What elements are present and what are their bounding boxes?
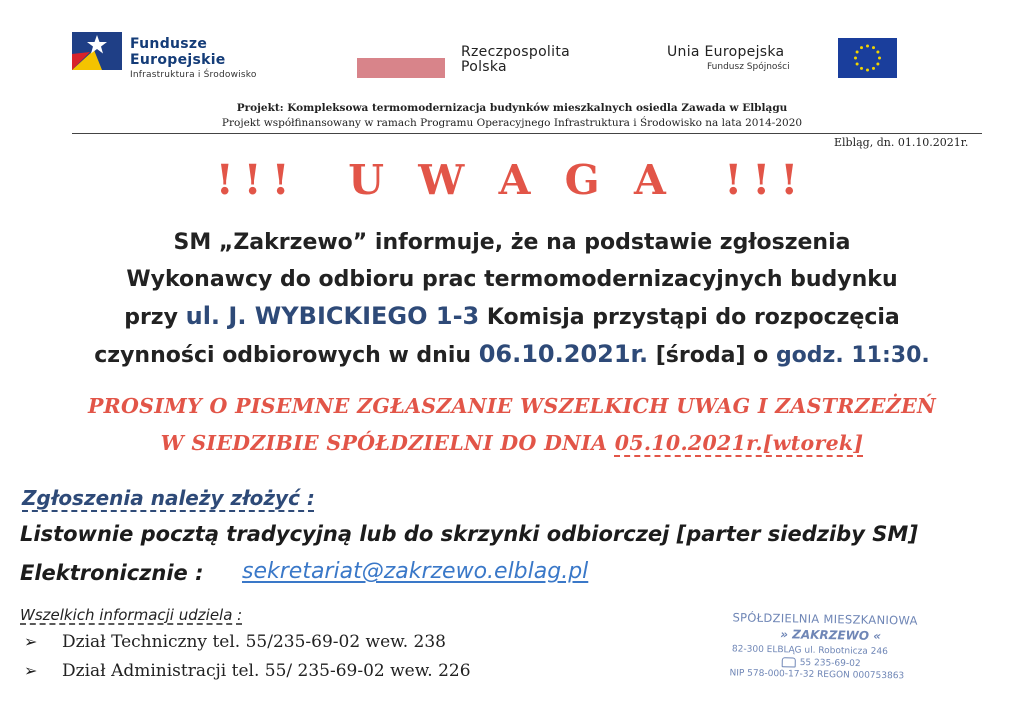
- building-address: ul. J. WYBICKIEGO 1-3: [185, 302, 480, 330]
- polish-flag-icon: [357, 58, 445, 78]
- notice-line-2: Wykonawcy do odbioru prac termomodernizacyjnych budynku: [126, 267, 898, 292]
- request-line-2: [0, 431, 1024, 455]
- request-deadline: 05.10.2021r.[wtorek]: [614, 431, 864, 455]
- inspection-time: godz. 11:30.: [775, 343, 930, 368]
- notice-line-3-pre: przy: [124, 305, 186, 330]
- eu-star-icon: [856, 63, 859, 66]
- fundusze-title-line2: Europejskie: [130, 52, 226, 68]
- notice-line-3: [0, 298, 1024, 336]
- notice-line-4: [0, 336, 1024, 374]
- rp-title-line1: Rzeczpospolita: [461, 44, 570, 60]
- header-divider: [72, 133, 982, 134]
- fundusze-europejskie-logo-icon: [72, 32, 122, 70]
- stamp-line-5: NIP 578-000-17-32 REGON 000753863: [729, 668, 905, 682]
- project-title: Projekt: Kompleksowa termomodernizacja budynków mieszkalnych osiedla Zawada w Elblągu: [236, 102, 788, 114]
- eu-star-icon: [872, 46, 875, 49]
- eu-star-icon: [872, 67, 875, 70]
- stamp-line-1: SPÓŁDZIELNIA MIESZKANIOWA: [732, 610, 918, 628]
- eu-star-icon: [860, 67, 863, 70]
- stamp-line-2: » ZAKRZEWO «: [780, 627, 882, 643]
- stamp-phone: 55 235-69-02: [799, 658, 861, 670]
- notice-line-3-post: Komisja przystąpi do rozpoczęcia: [479, 305, 900, 330]
- fundusze-subtitle: Infrastruktura i Środowisko: [130, 70, 257, 80]
- eu-flag-icon: [838, 38, 897, 78]
- rp-title-line2: Polska: [461, 59, 507, 75]
- submission-mail: Listownie pocztą tradycyjną lub do skrzynki odbiorczej [parter siedziby SM]: [20, 522, 918, 546]
- bullet-arrow-icon: ➢: [24, 661, 38, 680]
- ue-subtitle: Fundusz Spójności: [707, 62, 790, 72]
- phone-icon: [782, 657, 796, 667]
- eu-star-icon: [866, 45, 869, 48]
- submission-email-link[interactable]: sekretariat@zakrzewo.elblag.pl: [242, 559, 589, 584]
- notice-line-1: SM „Zakrzewo” informuje, że na podstawie zgłoszenia: [173, 230, 851, 255]
- cooperative-stamp: [719, 606, 930, 690]
- bullet-arrow-icon: ➢: [24, 632, 38, 651]
- document-date: Elbląg, dn. 01.10.2021r.: [834, 136, 969, 149]
- contact-item-administration: Dział Administracji tel. 55/ 235-69-02 wew. 226: [62, 661, 471, 681]
- request-line-1: PROSIMY O PISEMNE ZGŁASZANIE WSZELKICH UWAG I ZASTRZEŻEŃ: [87, 394, 937, 418]
- notice-line-4-pre: czynności odbiorowych w dniu: [94, 343, 479, 368]
- notice-line-4-mid: [środa] o: [648, 343, 776, 368]
- eu-star-icon: [856, 51, 859, 54]
- ue-title: Unia Europejska: [667, 44, 785, 60]
- fundusze-title-line1: Fundusze: [130, 36, 208, 52]
- notice-heading: !!! U W A G A !!!: [215, 156, 809, 204]
- notice-body: [0, 224, 1024, 374]
- eu-star-icon: [876, 63, 879, 66]
- inspection-date: 06.10.2021r.: [478, 340, 649, 368]
- eu-star-icon: [866, 69, 869, 72]
- stamp-line-3: 82-300 ELBLĄG ul. Robotnicza 246: [731, 644, 888, 658]
- submission-electronic-label: Elektronicznie :: [20, 561, 204, 585]
- project-cofinance: Projekt współfinansowany w ramach Programu Operacyjnego Infrastruktura i Środowisko na lata 2014-2020: [221, 117, 803, 129]
- eu-star-icon: [854, 57, 857, 60]
- eu-star-icon: [878, 57, 881, 60]
- eu-star-icon: [860, 46, 863, 49]
- stamp-line-4: [782, 657, 861, 669]
- submission-heading: Zgłoszenia należy złożyć :: [22, 486, 315, 510]
- request-line-2-pre: W SIEDZIBIE SPÓŁDZIELNI DO DNIA: [160, 431, 615, 455]
- contact-item-technical: Dział Techniczny tel. 55/235-69-02 wew. 238: [62, 632, 446, 652]
- contacts-heading: Wszelkich informacji udziela :: [20, 606, 243, 624]
- eu-star-icon: [876, 51, 879, 54]
